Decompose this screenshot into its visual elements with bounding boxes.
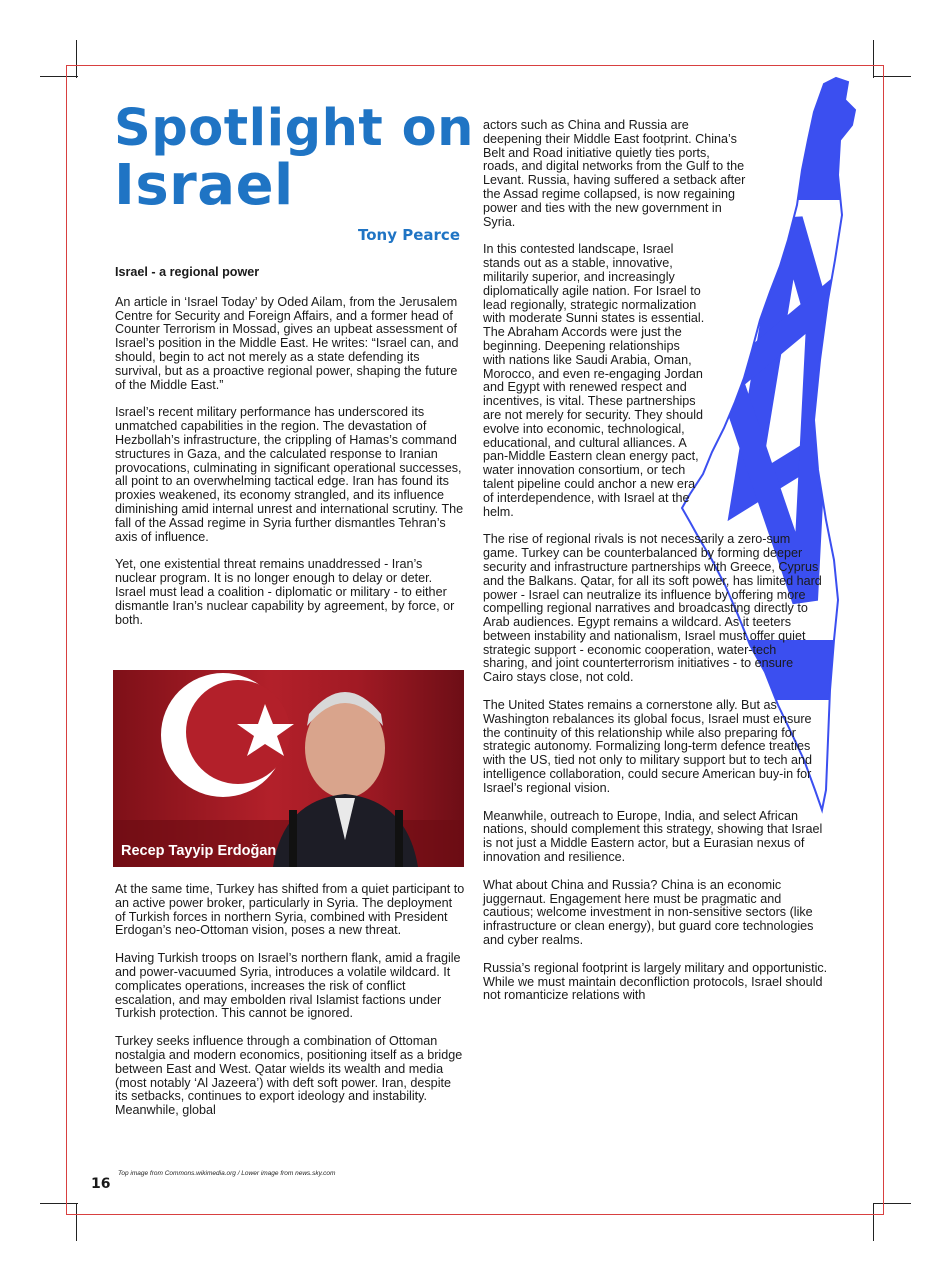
- image-credits: Top image from Commons.wikimedia.org / Lower image from news.sky.com: [118, 1170, 336, 1177]
- paragraph: The rise of regional rivals is not necessarily a zero-sum game. Turkey can be counterbalanced by forming deeper security and infrastructure partnerships with Greece, Cyprus and the Balkans. Qatar, for all its soft power, has limited hard power - Israel can neutralize its influence by offering more compelling regional narratives and broadcasting directly to Arab audiences. Egypt remains a wildcard. As it teeters between instability and nationalism, Israel must offer quiet strategic support - economic cooperation, water-tech sharing, and joint counterterrorism initiatives - to ensure Cairo stays close, not cold.: [483, 532, 822, 685]
- paragraph: An article in ‘Israel Today’ by Oded Ailam, from the Jerusalem Centre for Security and Foreign Affairs, and a former head of Counter Terrorism in Mossad, gives an upbeat assessment of Israel’s position in the Middle East. He writes: “Israel can, and should, begin to act not merely as a state defending its survival, but as a proactive regional power, shaping the future of the Middle East.”: [115, 294, 459, 392]
- paragraph: At the same time, Turkey has shifted from a quiet participant to an active power broker, particularly in Syria. The deployment of Turkish forces in northern Syria, combined with President Erdogan’s neo-Ottoman vision, poses a new threat.: [115, 882, 465, 938]
- paragraph: Having Turkish troops on Israel’s northern flank, amid a fragile and power-vacuumed Syria, introduces a volatile wildcard. It complicates operations, increases the risk of conflict escalation, and may embolden rival Islamist factions under Turkish protection. This cannot be ignored.: [115, 951, 461, 1021]
- paragraph: Yet, one existential threat remains unaddressed - Iran’s nuclear program. It is no longer enough to delay or deter. Israel must lead a coalition - diplomatic or military - to either dismantle Iran’s nuclear capability by agreement, by force, or both.: [115, 557, 455, 627]
- paragraph: Russia’s regional footprint is largely military and opportunistic. While we must maintain deconfliction protocols, Israel should not romanticize relations with: [483, 960, 828, 1003]
- right-column: [483, 119, 828, 1017]
- left-column-lower: [115, 883, 465, 1132]
- photo-illustration: [113, 670, 464, 867]
- paragraph: actors such as China and Russia are deepening their Middle East footprint. China’s Belt and Road initiative quietly ties ports, roads, and digital networks from the Gulf to the Levant. Russia, having suffered a setback after the Assad regime collapsed, is now regaining power and ties with the new government in Syria.: [483, 118, 746, 229]
- author-byline: Tony Pearce: [358, 226, 460, 244]
- left-column-upper: [115, 266, 465, 641]
- paragraph: Meanwhile, outreach to Europe, India, and select African nations, should complement this strategy, showing that Israel is not just a Middle Eastern actor, but a Eurasian nexus of innovation and resilience.: [483, 808, 823, 865]
- page-number: 16: [91, 1176, 111, 1192]
- erdogan-photo: [113, 670, 464, 867]
- paragraph: In this contested landscape, Israel stands out as a stable, innovative, militarily superior, and increasingly diplomatically agile nation. For Israel to lead regionally, strategic normalization with moderate Sunni states is essential. The Abraham Accords were just the beginning. Deepening relationships with nations like Saudi Arabia, Oman, Morocco, and even re-engaging Jordan and Egypt with renewed respect and incentives, is vital. These partnerships are not merely for security. They should evolve into economic, technological, educational, and cultural alliances. A pan-Middle Eastern clean energy pact, water innovation consortium, or tech talent pipeline could anchor a new era of interdependence, with Israel at the helm.: [483, 242, 705, 519]
- photo-caption: Recep Tayyip Erdoğan: [121, 843, 277, 859]
- paragraph: Israel’s recent military performance has underscored its unmatched capabilities in the region. The devastation of Hezbollah’s infrastructure, the crippling of Hamas’s command structures in Gaza, and the calculated response to Iranian provocations, culminating in significant operational successes, all point to an overwhelming tactical edge. Iran has found its proxies weakened, its economy strangled, and its influence diminishing amid internal unrest and international scrutiny. The fall of the Assad regime in Syria further dismantles Tehran’s axis of influence.: [115, 405, 464, 544]
- page-title: [114, 100, 474, 216]
- title-line-2: Israel: [114, 153, 294, 218]
- paragraph: The United States remains a cornerstone ally. But as Washington rebalances its global focus, Israel must ensure the continuity of this relationship while also preparing for strategic autonomy. Formalizing long-term defence treaties with the US, tied not only to military support but to tech and intelligence collaboration, could secure American buy-in for Israel’s regional vision.: [483, 698, 813, 795]
- paragraph: What about China and Russia? China is an economic juggernaut. Engagement here must be pragmatic and cautious; welcome investment in non-sensitive sectors (like infrastructure or clean energy), but guard core technologies and cyber realms.: [483, 877, 814, 948]
- title-line-1: Spotlight on: [114, 99, 474, 158]
- section-subheading: Israel - a regional power: [115, 265, 260, 279]
- paragraph: Turkey seeks influence through a combination of Ottoman nostalgia and modern economics, positioning itself as a bridge between East and West. Qatar wields its wealth and media (most notably ‘Al Jazeera’) with deft soft power. Iran, despite its setbacks, continues to export ideology and instability. Meanwhile, global: [115, 1034, 463, 1118]
